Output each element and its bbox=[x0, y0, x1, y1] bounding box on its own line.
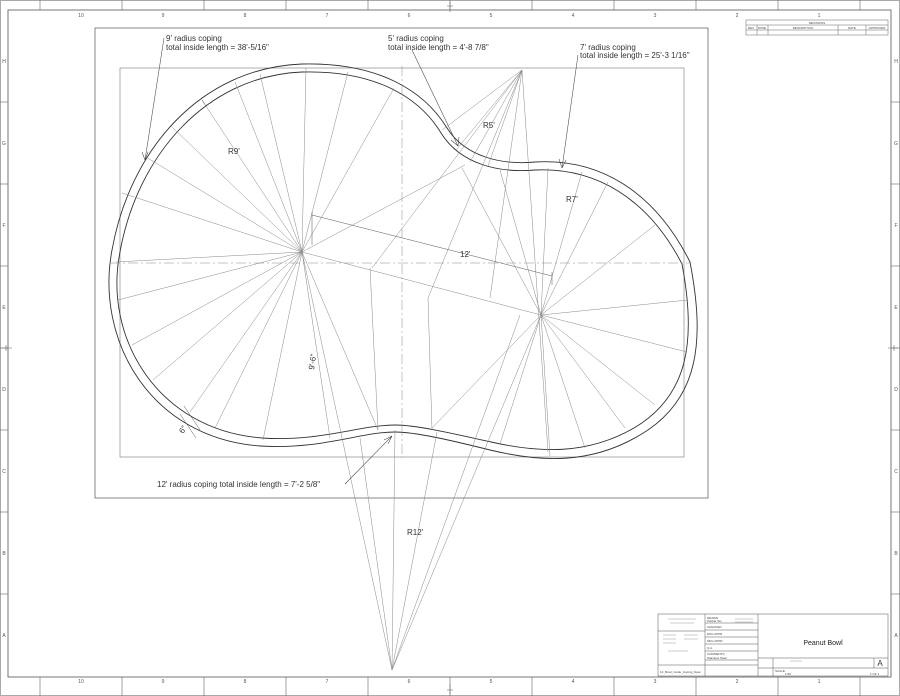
zone-number: 10 bbox=[78, 13, 84, 19]
title-line-mfg-appr: MFG APPR bbox=[707, 639, 723, 643]
zone-letter: B bbox=[2, 551, 6, 557]
revision-header-approved: APPROVED bbox=[868, 26, 886, 30]
zone-number: 8 bbox=[243, 679, 247, 685]
sheet-number: 1 OF 1 bbox=[870, 672, 880, 676]
zone-letter: E bbox=[2, 305, 6, 311]
zone-number: 1 bbox=[817, 13, 821, 19]
revision-header-date: DATE bbox=[848, 26, 856, 30]
center-lines bbox=[110, 66, 690, 458]
zone-number: 5 bbox=[489, 13, 493, 19]
revision-header-description: DESCRIPTION bbox=[792, 26, 814, 30]
dim-9ft-6in: 9'-6" bbox=[307, 353, 319, 371]
zone-letter: C bbox=[894, 469, 898, 475]
title-block bbox=[658, 614, 888, 676]
dim-r7: R7' bbox=[566, 195, 578, 204]
zone-letter: F bbox=[2, 223, 6, 229]
zone-number: 3 bbox=[653, 679, 657, 685]
title-line-comments: COMMENTS bbox=[707, 652, 725, 656]
file-name: 12_Bowl_Inside_Coping_Spec bbox=[660, 670, 701, 674]
zone-number: 2 bbox=[735, 13, 739, 19]
sheet-border bbox=[1, 1, 900, 696]
zone-number: 9 bbox=[161, 13, 165, 19]
zone-number: 7 bbox=[325, 679, 329, 685]
zone-letter: H bbox=[894, 59, 898, 65]
dim-r5: R5' bbox=[483, 121, 495, 130]
zone-number: 7 bbox=[325, 13, 329, 19]
title-line-drawn: DRAWN bbox=[707, 616, 719, 620]
zone-letter: A bbox=[2, 633, 6, 639]
zone-number: 5 bbox=[489, 679, 493, 685]
revision-header-rev: REV bbox=[747, 26, 755, 30]
radial-lines-9ft bbox=[116, 68, 465, 440]
zone-numbers-bottom bbox=[78, 679, 820, 685]
zone-number: 8 bbox=[243, 13, 247, 19]
coping-9-label-line1: 9' radius coping bbox=[166, 34, 222, 43]
scale-label: SCALE bbox=[775, 669, 785, 673]
sheet-size: A bbox=[877, 659, 883, 668]
zone-letter: D bbox=[2, 387, 6, 393]
zone-letter: F bbox=[894, 223, 898, 229]
zone-number: 6 bbox=[407, 679, 411, 685]
revision-header-zone: ZONE bbox=[757, 26, 767, 30]
zone-number: 10 bbox=[78, 679, 84, 685]
radial-lines-12ft bbox=[302, 252, 541, 670]
title-comments-value: Stainless Steel bbox=[707, 656, 727, 660]
drawing-title: Peanut Bowl bbox=[803, 640, 843, 647]
zone-letter: D bbox=[894, 387, 898, 393]
coping-5-label-line2: total inside length = 4'-8 7/8" bbox=[388, 43, 489, 52]
radial-lines-5ft bbox=[372, 70, 548, 452]
title-line-checked: CHECKED bbox=[707, 625, 722, 629]
dim-6in: 6" bbox=[177, 424, 189, 436]
dim-r9: R9' bbox=[228, 147, 240, 156]
zone-number: 6 bbox=[407, 13, 411, 19]
radial-lines-7ft bbox=[302, 168, 688, 456]
zone-letters-right bbox=[894, 59, 898, 639]
center-marks bbox=[2, 2, 898, 694]
title-block-fineprint bbox=[663, 619, 802, 661]
zone-letter: E bbox=[894, 305, 898, 311]
title-line-qa: Q.A. bbox=[707, 646, 714, 650]
zone-letter: A bbox=[894, 633, 898, 639]
zone-number: 3 bbox=[653, 13, 657, 19]
callout-labels bbox=[157, 34, 690, 489]
dimension-labels bbox=[177, 121, 578, 537]
zone-number: 4 bbox=[571, 679, 575, 685]
dim-12ft: 12' bbox=[460, 250, 471, 259]
coping-9-label-line2: total inside length = 38'-5/16" bbox=[166, 43, 269, 52]
zone-numbers-top bbox=[78, 13, 820, 19]
zone-letter: G bbox=[2, 141, 6, 147]
scale-value: 1:96 bbox=[785, 672, 791, 676]
revision-block-title: REVISIONS bbox=[808, 21, 826, 25]
zone-number: 1 bbox=[817, 679, 821, 685]
zone-letters-left bbox=[2, 59, 6, 639]
zone-number: 4 bbox=[571, 13, 575, 19]
dim-r12: R12' bbox=[407, 528, 424, 537]
zone-number: 2 bbox=[735, 679, 739, 685]
coping-12-label: 12' radius coping total inside length = 7'-2 5/8" bbox=[157, 480, 321, 489]
title-line-eng-appr: ENG APPR bbox=[707, 632, 723, 636]
zone-letter: G bbox=[894, 141, 898, 147]
zone-number: 9 bbox=[161, 679, 165, 685]
zone-letter: B bbox=[894, 551, 898, 557]
zone-letter: C bbox=[2, 469, 6, 475]
coping-7-label-line2: total inside length = 25'-3 1/16" bbox=[580, 51, 690, 60]
coping-5-label-line1: 5' radius coping bbox=[388, 34, 444, 43]
zone-letter: H bbox=[2, 59, 6, 65]
title-drawn-value: Pebble Tec bbox=[707, 619, 722, 623]
coping-7-label-line1: 7' radius coping bbox=[580, 43, 636, 52]
